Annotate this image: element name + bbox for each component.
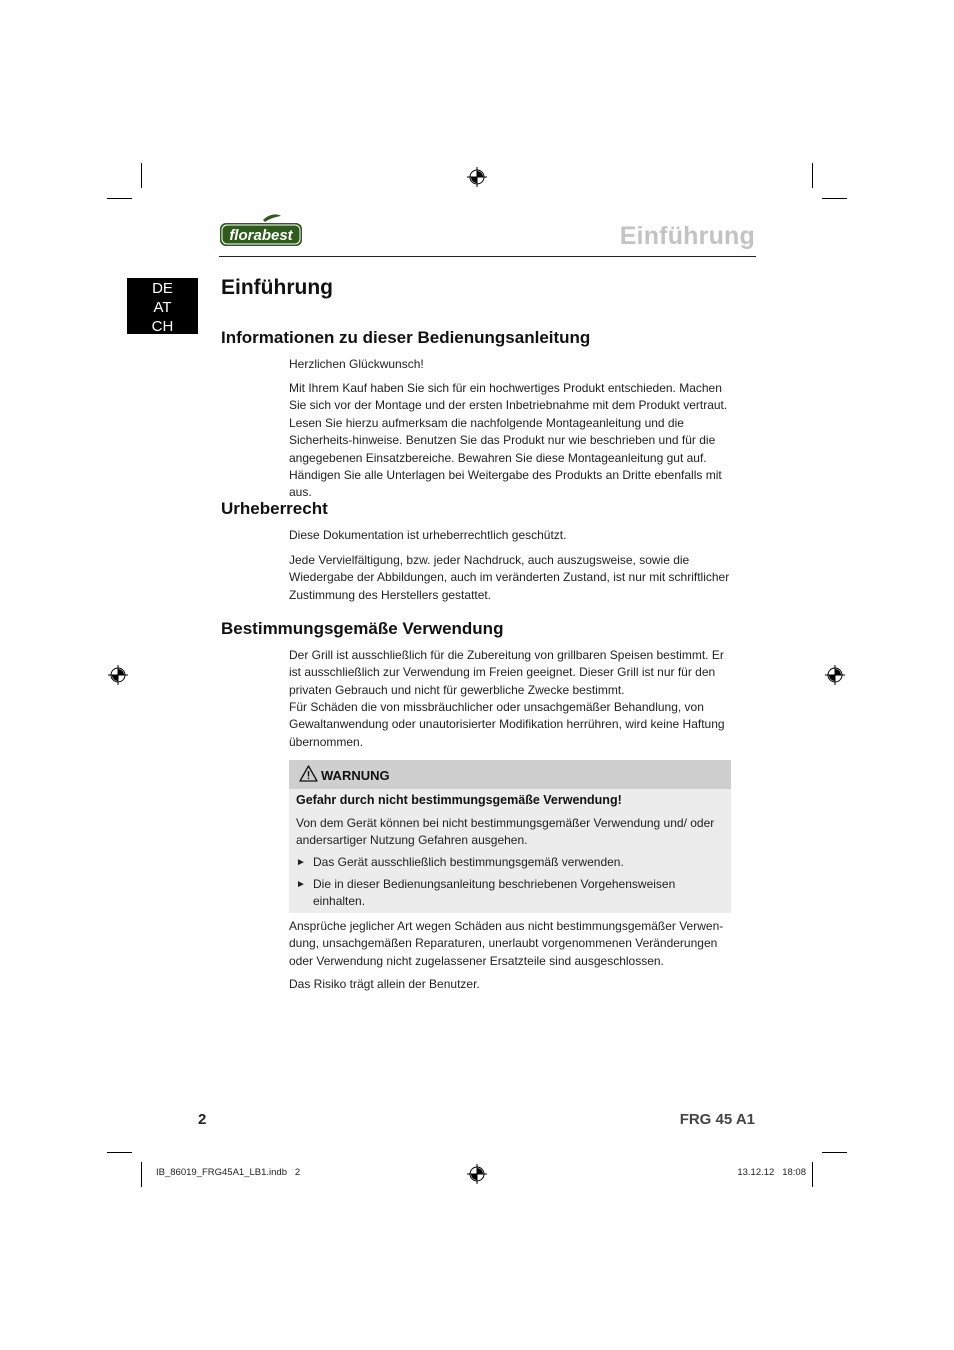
crop-mark xyxy=(812,163,813,188)
crop-mark xyxy=(107,198,132,199)
risk-paragraph: Das Risiko trägt allein der Benutzer. xyxy=(289,977,480,991)
crop-mark xyxy=(812,1162,813,1187)
warning-box xyxy=(289,760,731,913)
warning-label: WARNUNG xyxy=(321,768,390,783)
registration-mark-icon xyxy=(467,1164,487,1184)
warning-subtitle: Gefahr durch nicht bestimmungsgemäße Verwendung! xyxy=(296,793,622,807)
usage-paragraph-1: Der Grill ist ausschließlich für die Zubereitung von grillbaren Speisen bestimmt. Er ist ausschließlich zur Verwendung im Freien geeignet. Dieser Grill ist nur für den privaten Gebrauch und nicht für gewerbliche Zwecke bestimmt. xyxy=(289,648,724,697)
crop-mark xyxy=(822,1152,847,1153)
section-title: Einführung xyxy=(221,276,333,299)
arrow-bullet-icon: ► xyxy=(296,879,306,890)
usage-paragraph-2: Für Schäden die von missbräuchlicher oder unsachgemäßer Behandlung, von Gewaltanwendung oder unautorisierter Modifikation herrühren, wird keine Haftung übernommen. xyxy=(289,700,725,749)
warning-text: Von dem Gerät können bei nicht bestimmungsgemäßer Verwendung und/ oder andersartiger Nutzung Gefahren ausgehen. xyxy=(296,816,715,848)
header-rule xyxy=(219,256,756,257)
subsection-title-usage: Bestimmungsgemäße Verwendung xyxy=(221,619,504,638)
subsection-title-copyright: Urheberrecht xyxy=(221,499,328,518)
copyright-paragraph-2: Jede Vervielfältigung, bzw. jeder Nachdruck, auch auszugsweise, sowie die Wiedergabe der Abbildungen, auch im veränderten Zustand, ist nur mit schriftlicher Zustimmung des Herstellers gestattet. xyxy=(289,553,730,602)
print-slug-file: IB_86019_FRG45A1_LB1.indb 2 xyxy=(156,1167,301,1178)
crop-mark xyxy=(141,163,142,188)
page-number: 2 xyxy=(198,1111,207,1128)
claims-paragraph: Ansprüche jeglicher Art wegen Schäden aus nicht bestimmungsgemäßer Verwen-dung, unsachgemäßen Reparaturen, unerlaubt vorgenommenen Veränderungen oder Verwendung nicht zugelassener Ersatzteile sind ausgeschlossen. xyxy=(289,919,724,968)
lang-ch: CH xyxy=(151,318,174,335)
print-slug-date: 13.12.12 18:08 xyxy=(737,1167,806,1178)
crop-mark xyxy=(141,1162,142,1187)
warning-list-item xyxy=(296,854,716,871)
subsection-title-info: Informationen zu dieser Bedienungsanleitung xyxy=(221,328,591,347)
language-box xyxy=(127,278,198,334)
warning-item-text: Das Gerät ausschließlich bestimmungsgemäß verwenden. xyxy=(313,855,624,869)
model-number: FRG 45 A1 xyxy=(679,1111,755,1128)
registration-mark-icon xyxy=(467,167,487,187)
warning-item-text: Die in dieser Bedienungsanleitung beschriebenen Vorgehensweisen einhalten. xyxy=(313,877,676,909)
copyright-paragraph-1: Diese Dokumentation ist urheberrechtlich geschützt. xyxy=(289,528,567,542)
info-paragraph-1: Herzlichen Glückwunsch! xyxy=(289,357,424,371)
warning-header xyxy=(289,760,731,789)
info-paragraph-2: Mit Ihrem Kauf haben Sie sich für ein hochwertiges Produkt entschieden. Machen Sie sich vor der Montage und der ersten Inbetriebnahme mit dem Produkt vertraut. Lesen Sie hierzu aufmerksam die nachfolgende Montageanleitung und die Sicherheits-hinweise. Benutzen Sie das Produkt nur wie beschrieben und für die angegebenen Einsatzbereiche. Bewahren Sie diese Montageanleitung gut auf. Händigen Sie alle Unterlagen bei Weitergabe des Produkts an Dritte ebenfalls mit aus. xyxy=(289,381,728,500)
crop-mark xyxy=(822,198,847,199)
crop-mark xyxy=(107,1152,132,1153)
lang-at: AT xyxy=(153,299,172,316)
florabest-logo xyxy=(219,214,303,248)
warning-list-item xyxy=(296,876,716,911)
registration-mark-icon xyxy=(108,665,128,685)
logo-text: florabest xyxy=(229,227,293,244)
registration-mark-icon xyxy=(825,665,845,685)
lang-de: DE xyxy=(152,280,173,297)
page-header-title: Einführung xyxy=(619,222,755,250)
arrow-bullet-icon: ► xyxy=(296,857,306,868)
warning-triangle-icon xyxy=(299,765,318,782)
